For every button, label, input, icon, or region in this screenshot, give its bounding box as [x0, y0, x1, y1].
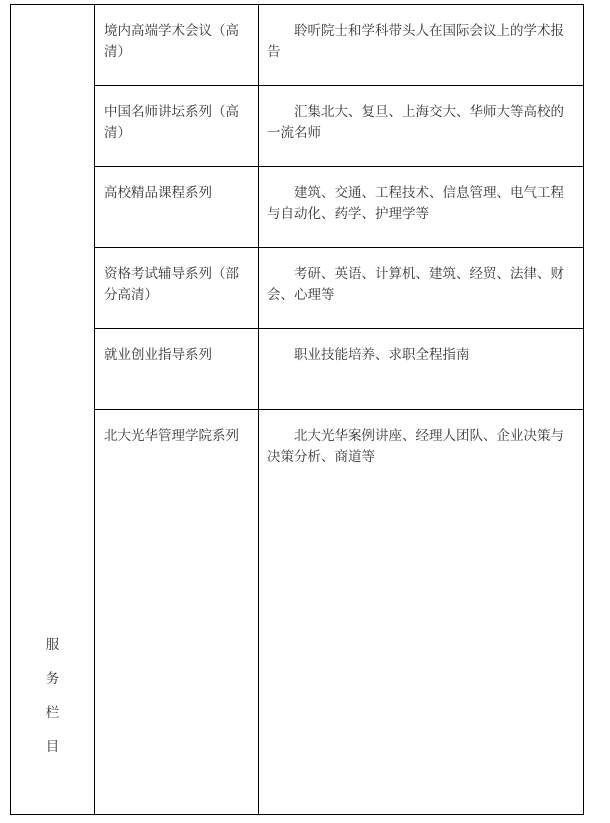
section-label-cell: [11, 5, 95, 815]
table-row: [11, 86, 584, 167]
table-row: [11, 167, 584, 248]
series-description: 汇集北大、复旦、上海交大、华师大等高校的一流名师: [259, 86, 584, 167]
series-name: 资格考试辅导系列（部分高清）: [95, 248, 259, 329]
series-description: 职业技能培养、求职全程指南: [259, 329, 584, 410]
section-label-char: 服: [45, 637, 60, 653]
section-label-char: 栏: [45, 705, 60, 721]
table-row: [11, 5, 584, 86]
series-description: 聆听院士和学科带头人在国际会议上的学术报告: [259, 5, 584, 86]
series-name: 境内高端学术会议（高清）: [95, 5, 259, 86]
section-label: [11, 628, 94, 814]
table-row: [11, 410, 584, 815]
section-label-char: 目: [45, 739, 60, 755]
series-description: 北大光华案例讲座、经理人团队、企业决策与决策分析、商道等: [259, 410, 584, 815]
series-name: 高校精品课程系列: [95, 167, 259, 248]
table-row: [11, 248, 584, 329]
section-label-char: 务: [45, 671, 60, 687]
series-name: 北大光华管理学院系列: [95, 410, 259, 815]
table-row: [11, 329, 584, 410]
series-name: 就业创业指导系列: [95, 329, 259, 410]
series-description: 考研、英语、计算机、建筑、经贸、法律、财会、心理等: [259, 248, 584, 329]
service-table: [10, 4, 584, 815]
series-description: 建筑、交通、工程技术、信息管理、电气工程与自动化、药学、护理学等: [259, 167, 584, 248]
series-name: 中国名师讲坛系列（高清）: [95, 86, 259, 167]
